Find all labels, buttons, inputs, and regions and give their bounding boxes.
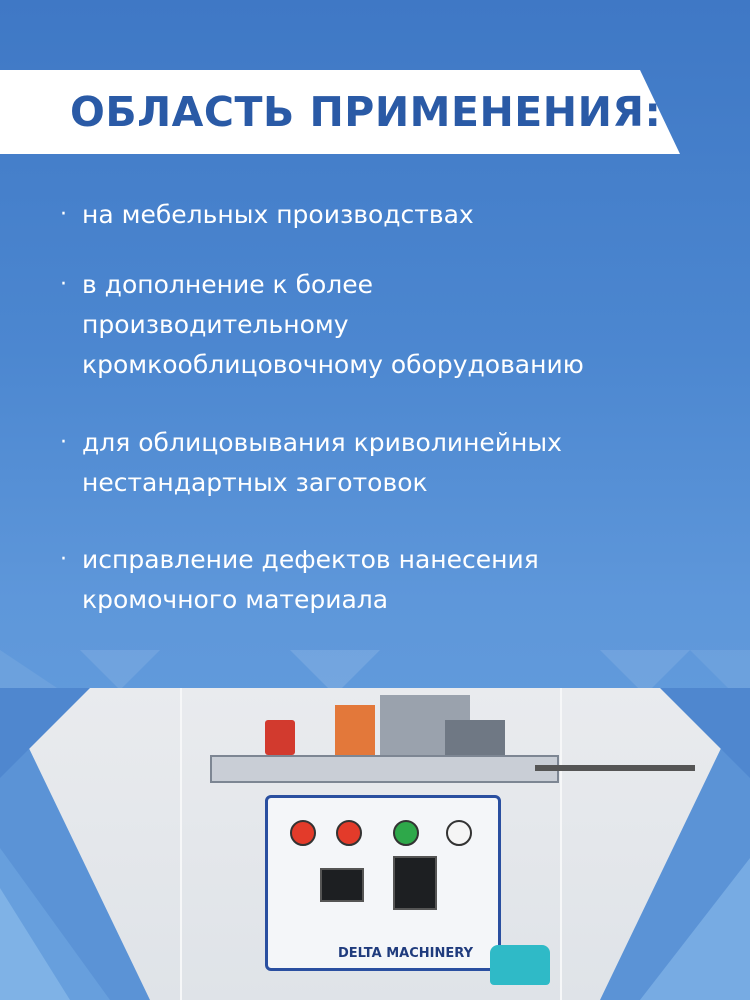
list-item-text: в дополнение к более производительному кромкооблицовочному оборудованию [82, 270, 584, 379]
list-item-text: исправление дефектов нанесения кромочного материала [82, 545, 539, 614]
machine-rail [210, 755, 559, 783]
page-title: ОБЛАСТЬ ПРИМЕНЕНИЯ: [70, 88, 662, 136]
foot-pedal [490, 945, 550, 985]
temperature-controller [320, 868, 364, 902]
selector-switch-icon [446, 820, 472, 846]
bullet-icon: · [60, 202, 67, 227]
bullet-icon: · [60, 272, 67, 297]
machine-brand: DELTA MACHINERY [338, 946, 473, 961]
power-indicator-icon [290, 820, 316, 846]
bullet-icon: · [60, 430, 67, 455]
speed-controller [393, 856, 437, 910]
list-item-text: для облицовывания криволинейных нестандартных заготовок [82, 428, 562, 497]
control-panel [265, 795, 501, 971]
heater-indicator-icon [336, 820, 362, 846]
start-indicator-icon [393, 820, 419, 846]
list-item-text: на мебельных производствах [82, 200, 474, 229]
bullet-icon: · [60, 547, 67, 572]
